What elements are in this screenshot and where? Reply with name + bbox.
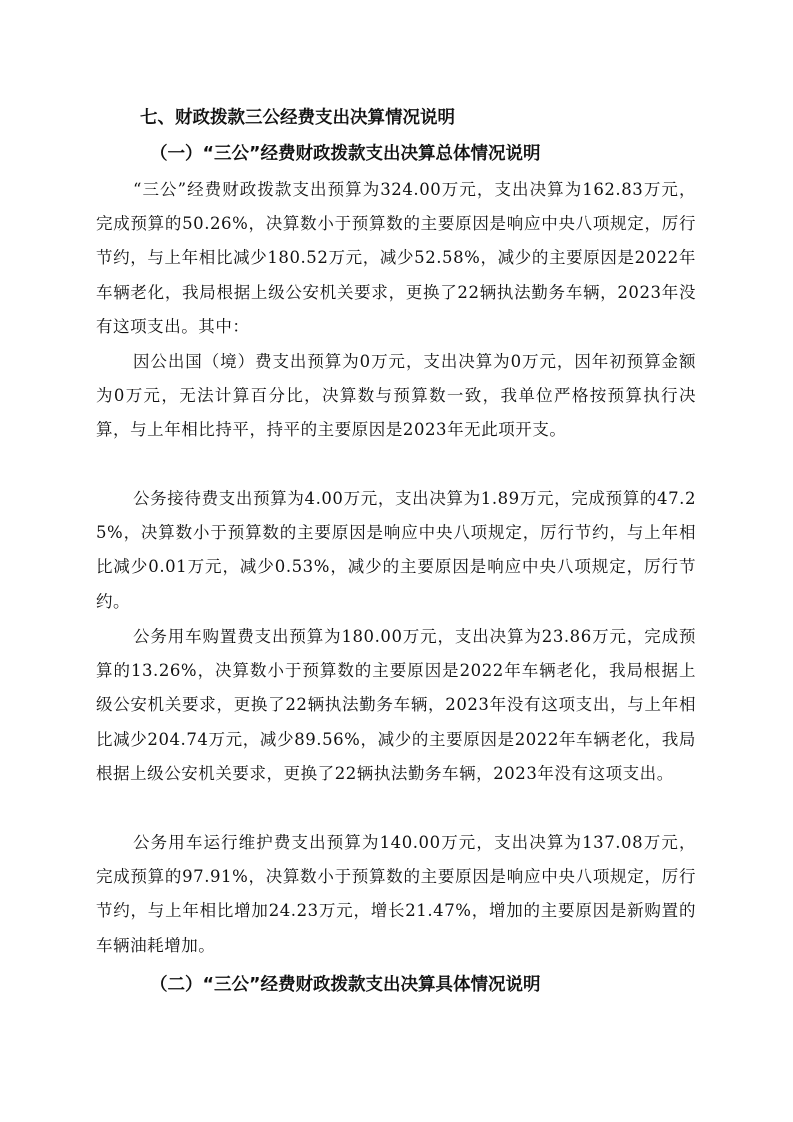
paragraph-overseas-travel: 因公出国（境）费支出预算为0万元，支出决算为0万元，因年初预算金额为0万元，无法计算百分比，决算数与预算数一致，我单位严格按预算执行决算，与上年相比持平，持平的主要原因是2023年无此项开支。 [96,352,696,440]
subsection-title-overall: （一）“三公”经费财政拨款支出决算总体情况说明 [150,144,541,164]
subsection-title-detail: （二）“三公”经费财政拨款支出决算具体情况说明 [150,975,541,995]
section-title: 七、财政拨款三公经费支出决算情况说明 [140,108,455,128]
paragraph-summary: “三公”经费财政拨款支出预算为324.00万元，支出决算为162.83万元，完成预算的50.26%，决算数小于预算数的主要原因是响应中央八项规定，厉行节约，与上年相比减少180.52万元，减少52.58%，减少的主要原因是2022年车辆老化，我局根据上级公安机关要求，更换了22辆执法勤务车辆，2023年没有这项支出。其中： [96,180,696,336]
paragraph-vehicle-maintenance: 公务用车运行维护费支出预算为140.00万元，支出决算为137.08万元，完成预算的97.91%，决算数小于预算数的主要原因是响应中央八项规定，厉行节约，与上年相比增加24.23万元，增长21.47%，增加的主要原因是新购置的车辆油耗增加。 [96,833,696,955]
paragraph-official-reception: 公务接待费支出预算为4.00万元，支出决算为1.89万元，完成预算的47.25%，决算数小于预算数的主要原因是响应中央八项规定，厉行节约，与上年相比减少0.01万元，减少0.53%，减少的主要原因是响应中央八项规定，厉行节约。 [96,489,696,611]
paragraph-vehicle-purchase: 公务用车购置费支出预算为180.00万元，支出决算为23.86万元，完成预算的13.26%，决算数小于预算数的主要原因是2022年车辆老化，我局根据上级公安机关要求，更换了22辆执法勤务车辆，2023年没有这项支出，与上年相比减少204.74万元，减少89.56%，减少的主要原因是2022年车辆老化，我局根据上级公安机关要求，更换了22辆执法勤务车辆，2023年没有这项支出。 [96,627,696,783]
